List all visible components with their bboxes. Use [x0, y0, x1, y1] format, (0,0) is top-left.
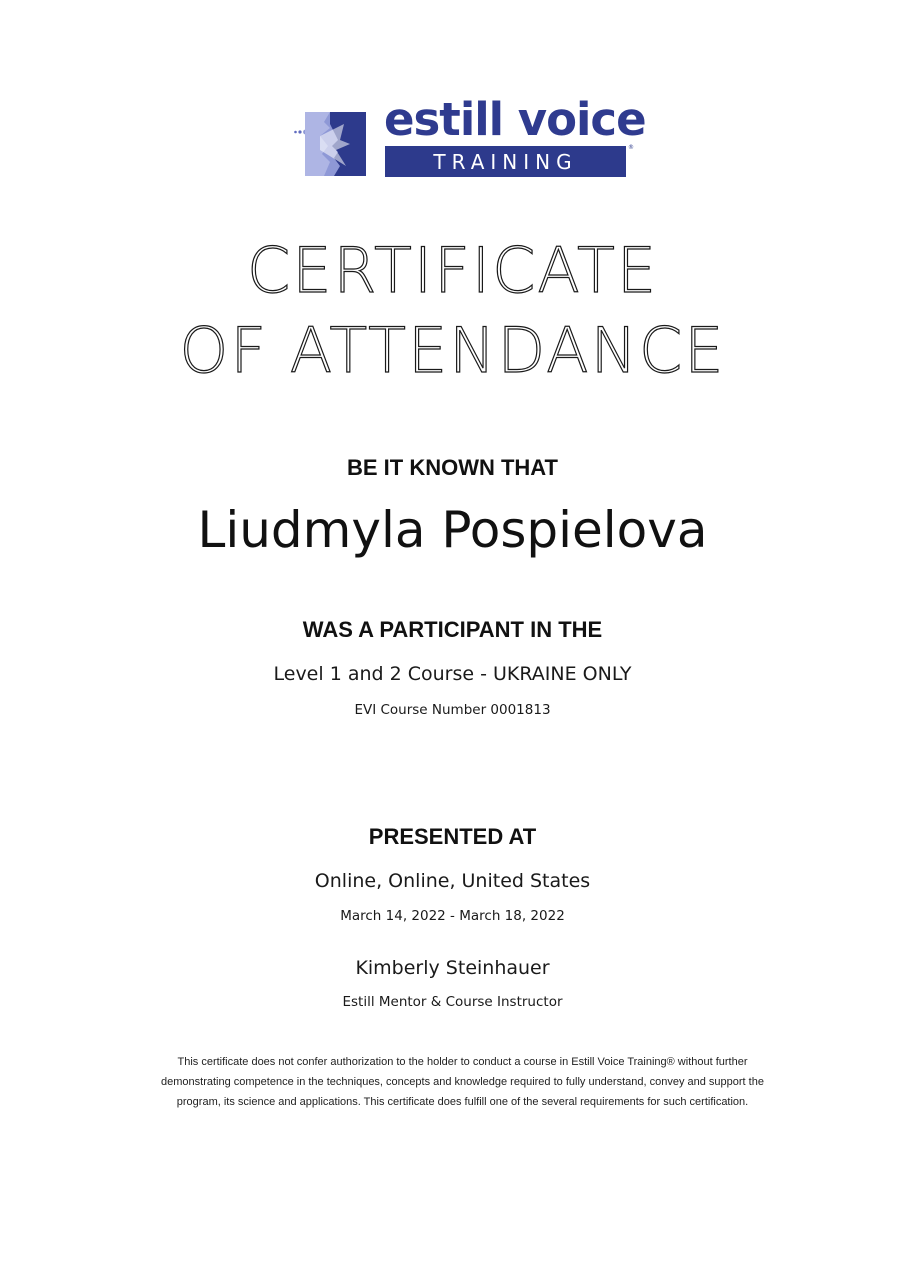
instructor-role: Estill Mentor & Course Instructor	[342, 994, 563, 1010]
logo-training-bar: TRAINING	[385, 146, 626, 177]
recipient-name: Liudmyla Pospielova	[197, 501, 708, 559]
disclaimer-text: This certificate does not confer authorization to the holder to conduct a course in Estill Voice Training® without further demonstrating competence in the techniques, concepts and knowledge required to fully understand, convey and support the program, its science and applications. This certificate does fulfill one of the several requirements for such certification.	[161, 1056, 764, 1108]
participant-label: WAS A PARTICIPANT IN THE	[302, 617, 603, 642]
course-location: Online, Online, United States	[314, 870, 591, 892]
certificate-title-line1: CERTIFICATE	[246, 234, 659, 307]
logo-registered-mark: ®	[628, 144, 634, 151]
course-number: EVI Course Number 0001813	[354, 702, 551, 718]
logo-face-icon	[294, 106, 366, 178]
certificate-title-line2: OF ATTENDANCE	[179, 314, 726, 387]
presented-at-label: PRESENTED AT	[368, 824, 537, 849]
logo-wordmark: estill voice	[384, 93, 646, 146]
course-dates: March 14, 2022 - March 18, 2022	[340, 908, 565, 924]
instructor-name: Kimberly Steinhauer	[355, 957, 550, 979]
course-title: Level 1 and 2 Course - UKRAINE ONLY	[273, 663, 632, 685]
estill-voice-logo	[294, 93, 646, 182]
be-it-known-label: BE IT KNOWN THAT	[346, 455, 558, 480]
